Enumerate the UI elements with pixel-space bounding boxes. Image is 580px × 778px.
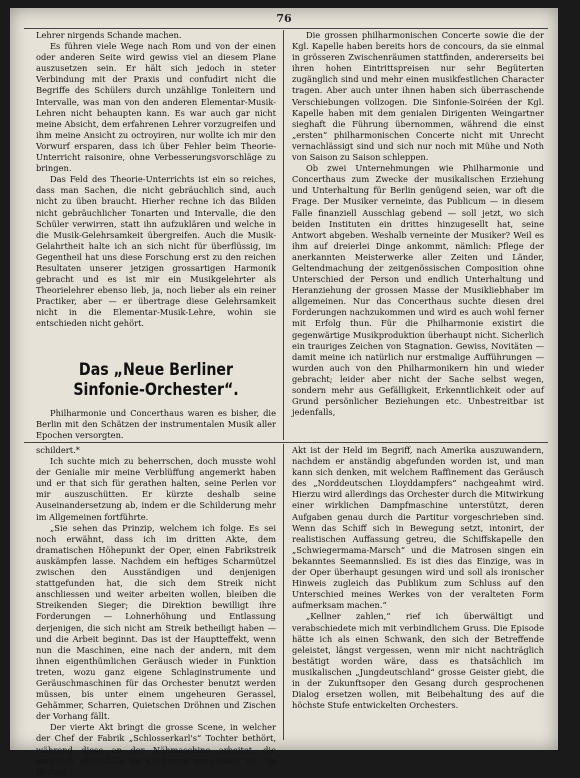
paragraph: Ob zwei Unternehmungen wie Philharmonie und Concerthaus zum Zwecke der musikalischen Erziehung und Unterhaltung für Berlin genügend seien, war oft die Frage. Der Musiker verneinte, das Publicum — in diesem Falle finanziell Ausschlag gebend — soll jetzt, wo sich beiden Instituten ein drittes hinzugesellt hat, seine Antwort abgeben. Weshalb verneinte der Musiker? Weil es ihm auf dreierlei Dinge ankommt, nämlich: Pflege der anerkannten Meisterwerke aller Zeiten und Länder, Geltendmachung der zeitgenössischen Composition ohne Unterschied der Person und endlich Unterhaltung und Heranziehung der grossen Masse der Musikliebhaber im allgemeinen. Nur das Concerthaus suchte diesen drei Forderungen nachzukommen und wird es auch wohl ferner mit Erfolg thun. Für die Philharmonie existirt die gegenwärtige Musikproduktion überhaupt nicht. Sicherlich ein trauriges Zeichen von Stagnation. Gewiss, Novitäten — damit meine ich natürlich nur erstmalige Aufführungen — wurden auch von den Philharmonikern hin und wieder gebracht; leider aber nicht der Sache selbst wegen, sondern mehr aus Gefälligkeit, Erkenntlichkeit oder auf Grund persönlicher Beziehungen etc. Unbestreitbar ist jedenfalls, bbox=[292, 163, 544, 418]
paragraph: Lehrer nirgends Schande machen. bbox=[36, 30, 182, 40]
column-upper-right bbox=[292, 30, 544, 418]
column-lower-right bbox=[292, 445, 544, 711]
paragraph: Die grossen philharmonischen Concerte sowie die der Kgl. Kapelle haben bereits hors de concours, da sie einmal in grösseren Zwischenräumen stattfinden, andererseits bei ihren hohen Eintrittspreisen nur sehr Begüterten zugänglich sind und mehr einen musikfestlichen Character tragen. Aber auch unter ihnen haben sich überraschende Verschiebungen vollzogen. Die Sinfonie-Soiréen der Kgl. Kapelle haben mit dem genialen Dirigenten Weingartner sieghaft die Führung übernommen, während die einst „ersten“ philharmonischen Concerte nicht mit Unrecht vernachlässigt sind und sich nur noch mit Mühe und Noth von Saison zu Saison schleppen. bbox=[292, 30, 544, 163]
paragraph: Philharmonie und Concerthaus waren es bisher, die Berlin mit den Schätzen der instrumentalen Musik aller Epochen versorgten. bbox=[36, 408, 276, 441]
article-heading: Das „Neue Berliner Sinfonie-Orchester“. bbox=[73, 360, 239, 399]
paragraph: Akt ist der Held im Begriff, nach Amerika auszuwandern, nachdem er anständig abgefunden worden ist, und man kann sich denken, mit welchem Raffinement das Geräusch des „Norddeutschen Lloyddampfers“ nachgeahmt wird. Hierzu wird allerdings das Orchester durch die Mitwirkung einer wirklichen Dampfmaschine unterstützt, deren Aufgaben genau durch die Partitur vorgeschrieben sind. Wenn das Schiff sich in Bewegung setzt, intonirt, der realistischen Auffassung getreu, die Schiffskapelle den „Schwiegermama-Marsch“ und die Matrosen singen ein bekanntes Seemannslied. Es ist dies das Einzige, was in der Oper überhaupt gesungen wird und soll als ironischer Hinweis zugleich das Publikum zum Schluss auf den Unterschied meines Werkes von der veralteten Form aufmerksam machen.“ bbox=[292, 445, 544, 611]
newspaper-page bbox=[10, 8, 558, 777]
column-lower-left bbox=[36, 445, 276, 778]
column-upper-left bbox=[36, 30, 276, 330]
column-divider-lower bbox=[283, 444, 284, 740]
paragraph: Der vierte Akt bringt die grosse Scene, in welcher der Chef der Fabrik „Schlosserkarl's“ Tochter bethört, während diese an der Nähmaschine arbeitet, die natürlich gleichfalls im Orchester verwendet ist. Im fünften bbox=[36, 722, 276, 777]
column-divider-upper bbox=[283, 30, 284, 440]
section-rule bbox=[24, 442, 548, 443]
top-rule bbox=[24, 28, 548, 29]
paragraph: schildert.* bbox=[36, 445, 80, 455]
paragraph: Es führen viele Wege nach Rom und von der einen oder anderen Seite wird gewiss viel an diesem Plane auszusetzen sein. Er hält sich jedoch in steter Verbindung mit der Praxis und confudirt nicht die Begriffe des Schülers durch unzählige Tonleitern und Intervalle, was man von den anderen Elementar-Musik-Lehren nicht behaupten kann. Es war auch gar nicht meine Absicht, dem erfahrenen Lehrer vorzugreifen und ihm meine Ansicht zu octroyiren, nur wollte ich mir den Vorwurf ersparen, dass ich über Fehler beim Theorie-Unterricht raisonire, ohne Verbesserungsvorschläge zu bringen. bbox=[36, 41, 276, 174]
page-number: 76 bbox=[276, 12, 292, 25]
paragraph: „Kellner zahlen,“ rief ich überwältigt und verabschiedete mich mit verbindlichem Gruss. Die Episode hätte ich als einen Schwank, den sich der Betreffende geleistet, längst vergessen, wenn mir nicht nachträglich bestätigt worden wäre, dass es thatsächlich im musikalischen „Jungdeutschland“ grosse Geister giebt, die in der Zukunftsoper den Gesang durch gesprochenen Dialog ersetzen wollen, mit Beibehaltung des auf die höchste Stufe entwickelten Orchesters. bbox=[292, 611, 544, 711]
paragraph: Ich suchte mich zu beherrschen, doch musste wohl der Genialie mir meine Verblüffung angemerkt haben und er that sich für gerathen halten, seine Perlen vor mir auszuschütten. Er kürzte deshalb seine Auseinandersetzung ab, indem er die Schilderung mehr im Allgemeinen fortführte. bbox=[36, 456, 276, 522]
column-upper-left-after-heading bbox=[36, 408, 276, 441]
paragraph: „Sie sehen das Prinzip, welchem ich folge. Es sei noch erwähnt, dass ich im dritten Akte, dem dramatischen Höhepunkt der Oper, einen Fabrikstreik auskämpfen lasse. Nachdem ein heftiges Scharmützel zwischen den Ausständigen und denjenigen stattgefunden hat, die sich dem Streik nicht anschliessen und weiter arbeiten wollen, bleiben die Streikenden Sieger; die Direktion bewilligt ihre Forderungen — Lohnerhöhung und Entlassung derjenigen, die sich nicht am Streik betheiligt haben — und die Arbeit beginnt. Das ist der Hauptteffekt, wenn nun die Maschinen, eine nach der andern, mit dem ihnen eigenthümlichen Geräusch wieder in Funktion treten, wozu ganz eigene Schlaginstrumente und Geräuschmaschinen für das Orchester benutzt werden müssen, bis unter einem ungeheuren Gerassel, Gehämmer, Scharren, Quietschen Dröhnen und Zischen der Vorhang fällt. bbox=[36, 522, 276, 722]
paragraph: Das Feld des Theorie-Unterrichts ist ein so reiches, dass man Sachen, die nicht gebräuchlich sind, auch nicht zu üben braucht. Hierher rechne ich das Bilden nicht gebräuchlicher Tonarten und Intervalle, die den Schüler verwirren, statt ihn aufzuklären und welche in die Musik-Gelehrsamkeit übergreifen. Auch die Musik-Gelahrtheit halte ich an sich nicht für überflüssig, im Gegentheil hat uns diese Forschung erst zu den reichen Resultaten unserer jetzigen grossartigen Harmonik gebracht und es ist mir ein Musikgelehrter als Theorielehrer ebenso lieb, ja, noch lieber als ein reiner Practiker, aber — er übertrage diese Gelehrsamkeit nicht in die Elementar-Musik-Lehre, wohin sie entschieden nicht gehört. bbox=[36, 174, 276, 329]
